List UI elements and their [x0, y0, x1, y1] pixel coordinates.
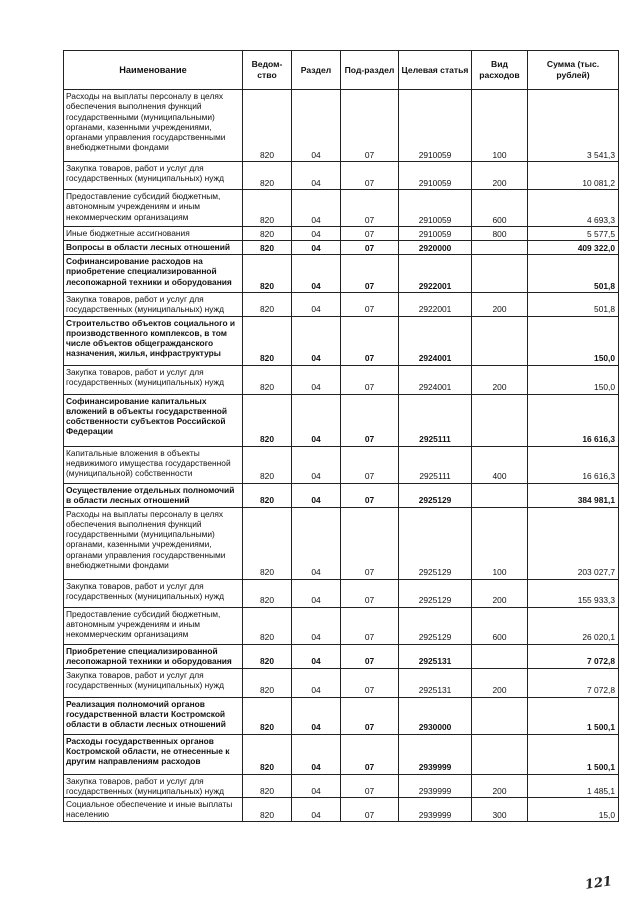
- cell-target: 2920000: [399, 241, 472, 255]
- cell-section: 04: [292, 607, 341, 644]
- cell-subsection: 07: [341, 190, 399, 227]
- header-section: Раздел: [292, 51, 341, 90]
- cell-name: Расходы на выплаты персоналу в целях обеспечения выполнения функций государственными (муниципальными) органами, казенными учреждениями, органами управления государственными внебюджетными фондами: [64, 507, 243, 579]
- cell-expense-type: 600: [472, 190, 528, 227]
- header-dept: Ведом-ство: [243, 51, 292, 90]
- cell-name: Закупка товаров, работ и услуг для государственных (муниципальных) нужд: [64, 162, 243, 190]
- cell-name: Предоставление субсидий бюджетным, автономным учреждениям и иным некоммерческим организациям: [64, 190, 243, 227]
- cell-subsection: 07: [341, 255, 399, 293]
- cell-section: 04: [292, 255, 341, 293]
- cell-expense-type: 200: [472, 668, 528, 697]
- cell-target: 2924001: [399, 316, 472, 365]
- cell-expense-type: 200: [472, 774, 528, 798]
- cell-expense-type: 100: [472, 90, 528, 162]
- table-row: [64, 365, 619, 394]
- cell-expense-type: 100: [472, 507, 528, 579]
- cell-name: Расходы на выплаты персоналу в целях обеспечения выполнения функций государственными (муниципальными) органами, казенными учреждениями, органами управления государственными внебюджетными фондами: [64, 90, 243, 162]
- cell-section: 04: [292, 697, 341, 734]
- cell-sum: 501,8: [528, 293, 619, 317]
- cell-section: 04: [292, 365, 341, 394]
- table-row: [64, 774, 619, 798]
- cell-section: 04: [292, 668, 341, 697]
- cell-name: Осуществление отдельных полномочий в области лесных отношений: [64, 483, 243, 507]
- cell-subsection: 07: [341, 394, 399, 446]
- cell-subsection: 07: [341, 668, 399, 697]
- cell-sum: 203 027,7: [528, 507, 619, 579]
- table-row: [64, 668, 619, 697]
- cell-section: 04: [292, 241, 341, 255]
- cell-section: 04: [292, 190, 341, 227]
- cell-subsection: 07: [341, 734, 399, 774]
- cell-target: 2922001: [399, 255, 472, 293]
- cell-dept: 820: [243, 774, 292, 798]
- cell-target: 2910059: [399, 227, 472, 241]
- budget-table: [63, 50, 619, 822]
- table-row: [64, 162, 619, 190]
- cell-target: 2930000: [399, 697, 472, 734]
- cell-sum: 384 981,1: [528, 483, 619, 507]
- cell-subsection: 07: [341, 446, 399, 483]
- table-row: [64, 697, 619, 734]
- table-row: [64, 394, 619, 446]
- table-row: [64, 607, 619, 644]
- cell-target: 2939999: [399, 798, 472, 822]
- cell-expense-type: 200: [472, 162, 528, 190]
- cell-expense-type: [472, 394, 528, 446]
- header-expense-type: Вид расходов: [472, 51, 528, 90]
- cell-dept: 820: [243, 579, 292, 607]
- cell-expense-type: 600: [472, 607, 528, 644]
- cell-name: Иные бюджетные ассигнования: [64, 227, 243, 241]
- table-body: [64, 90, 619, 822]
- cell-target: 2925131: [399, 668, 472, 697]
- table-row: [64, 241, 619, 255]
- table-row: [64, 293, 619, 317]
- cell-name: Софинансирование капитальных вложений в объекты государственной собственности субъектов Российской Федерации: [64, 394, 243, 446]
- table-row: [64, 255, 619, 293]
- cell-expense-type: 800: [472, 227, 528, 241]
- cell-subsection: 07: [341, 644, 399, 668]
- cell-expense-type: [472, 255, 528, 293]
- cell-subsection: 07: [341, 293, 399, 317]
- cell-expense-type: 200: [472, 579, 528, 607]
- cell-sum: 150,0: [528, 316, 619, 365]
- table-row: [64, 190, 619, 227]
- cell-dept: 820: [243, 255, 292, 293]
- cell-section: 04: [292, 483, 341, 507]
- cell-name: Приобретение специализированной лесопожарной техники и оборудования: [64, 644, 243, 668]
- cell-sum: 16 616,3: [528, 446, 619, 483]
- cell-sum: 1 500,1: [528, 697, 619, 734]
- cell-section: 04: [292, 774, 341, 798]
- cell-sum: 3 541,3: [528, 90, 619, 162]
- table-row: [64, 798, 619, 822]
- cell-section: 04: [292, 394, 341, 446]
- cell-dept: 820: [243, 293, 292, 317]
- cell-section: 04: [292, 316, 341, 365]
- cell-target: 2924001: [399, 365, 472, 394]
- cell-dept: 820: [243, 734, 292, 774]
- cell-target: 2910059: [399, 90, 472, 162]
- cell-dept: 820: [243, 607, 292, 644]
- cell-section: 04: [292, 446, 341, 483]
- cell-sum: 150,0: [528, 365, 619, 394]
- cell-expense-type: [472, 316, 528, 365]
- header-target: Целевая статья: [399, 51, 472, 90]
- cell-name: Закупка товаров, работ и услуг для государственных (муниципальных) нужд: [64, 579, 243, 607]
- table-header-row: [64, 51, 619, 90]
- cell-expense-type: [472, 734, 528, 774]
- cell-dept: 820: [243, 394, 292, 446]
- cell-expense-type: [472, 697, 528, 734]
- cell-expense-type: 400: [472, 446, 528, 483]
- cell-name: Социальное обеспечение и иные выплаты населению: [64, 798, 243, 822]
- table-row: [64, 644, 619, 668]
- cell-sum: 501,8: [528, 255, 619, 293]
- cell-target: 2925129: [399, 483, 472, 507]
- cell-subsection: 07: [341, 697, 399, 734]
- cell-expense-type: 200: [472, 365, 528, 394]
- cell-sum: 4 693,3: [528, 190, 619, 227]
- cell-target: 2922001: [399, 293, 472, 317]
- header-name: Наименование: [64, 51, 243, 90]
- cell-target: 2910059: [399, 162, 472, 190]
- cell-dept: 820: [243, 227, 292, 241]
- cell-sum: 5 577,5: [528, 227, 619, 241]
- cell-dept: 820: [243, 241, 292, 255]
- cell-sum: 15,0: [528, 798, 619, 822]
- cell-name: Софинансирование расходов на приобретение специализированной лесопожарной техники и оборудования: [64, 255, 243, 293]
- cell-section: 04: [292, 734, 341, 774]
- cell-name: Реализация полномочий органов государственной власти Костромской области в области лесных отношений: [64, 697, 243, 734]
- cell-dept: 820: [243, 644, 292, 668]
- cell-section: 04: [292, 227, 341, 241]
- table-row: [64, 579, 619, 607]
- cell-subsection: 07: [341, 774, 399, 798]
- cell-name: Закупка товаров, работ и услуг для государственных (муниципальных) нужд: [64, 293, 243, 317]
- cell-name: Закупка товаров, работ и услуг для государственных (муниципальных) нужд: [64, 668, 243, 697]
- cell-dept: 820: [243, 798, 292, 822]
- cell-name: Предоставление субсидий бюджетным, автономным учреждениям и иным некоммерческим организациям: [64, 607, 243, 644]
- cell-expense-type: [472, 241, 528, 255]
- cell-subsection: 07: [341, 90, 399, 162]
- cell-target: 2939999: [399, 734, 472, 774]
- table-row: [64, 507, 619, 579]
- cell-section: 04: [292, 293, 341, 317]
- cell-sum: 16 616,3: [528, 394, 619, 446]
- cell-expense-type: 200: [472, 293, 528, 317]
- cell-target: 2925129: [399, 579, 472, 607]
- cell-sum: 1 485,1: [528, 774, 619, 798]
- cell-name: Закупка товаров, работ и услуг для государственных (муниципальных) нужд: [64, 774, 243, 798]
- cell-dept: 820: [243, 446, 292, 483]
- cell-dept: 820: [243, 90, 292, 162]
- cell-sum: 409 322,0: [528, 241, 619, 255]
- cell-subsection: 07: [341, 316, 399, 365]
- cell-section: 04: [292, 644, 341, 668]
- cell-sum: 7 072,8: [528, 668, 619, 697]
- cell-sum: 155 933,3: [528, 579, 619, 607]
- cell-target: 2925111: [399, 394, 472, 446]
- cell-subsection: 07: [341, 227, 399, 241]
- cell-dept: 820: [243, 483, 292, 507]
- cell-section: 04: [292, 507, 341, 579]
- cell-target: 2910059: [399, 190, 472, 227]
- cell-dept: 820: [243, 190, 292, 227]
- table-row: [64, 734, 619, 774]
- table-row: [64, 483, 619, 507]
- cell-target: 2939999: [399, 774, 472, 798]
- cell-expense-type: [472, 644, 528, 668]
- cell-sum: 10 081,2: [528, 162, 619, 190]
- budget-table-container: [63, 50, 619, 822]
- cell-sum: 26 020,1: [528, 607, 619, 644]
- cell-sum: 7 072,8: [528, 644, 619, 668]
- cell-target: 2925129: [399, 607, 472, 644]
- cell-dept: 820: [243, 697, 292, 734]
- cell-section: 04: [292, 162, 341, 190]
- cell-section: 04: [292, 579, 341, 607]
- cell-dept: 820: [243, 316, 292, 365]
- cell-target: 2925131: [399, 644, 472, 668]
- cell-subsection: 07: [341, 365, 399, 394]
- cell-name: Вопросы в области лесных отношений: [64, 241, 243, 255]
- page-number: 121: [584, 874, 614, 893]
- cell-subsection: 07: [341, 798, 399, 822]
- cell-dept: 820: [243, 668, 292, 697]
- table-row: [64, 90, 619, 162]
- cell-name: Капитальные вложения в объекты недвижимого имущества государственной (муниципальной) собственности: [64, 446, 243, 483]
- header-subsection: Под-раздел: [341, 51, 399, 90]
- cell-subsection: 07: [341, 241, 399, 255]
- cell-expense-type: 300: [472, 798, 528, 822]
- table-row: [64, 316, 619, 365]
- cell-target: 2925129: [399, 507, 472, 579]
- cell-name: Расходы государственных органов Костромской области, не отнесенные к другим направлениям расходов: [64, 734, 243, 774]
- cell-dept: 820: [243, 365, 292, 394]
- table-row: [64, 446, 619, 483]
- cell-dept: 820: [243, 162, 292, 190]
- cell-sum: 1 500,1: [528, 734, 619, 774]
- cell-subsection: 07: [341, 507, 399, 579]
- cell-expense-type: [472, 483, 528, 507]
- cell-target: 2925111: [399, 446, 472, 483]
- cell-subsection: 07: [341, 579, 399, 607]
- cell-subsection: 07: [341, 483, 399, 507]
- cell-subsection: 07: [341, 162, 399, 190]
- cell-subsection: 07: [341, 607, 399, 644]
- table-row: [64, 227, 619, 241]
- cell-section: 04: [292, 798, 341, 822]
- header-sum: Сумма (тыс. рублей): [528, 51, 619, 90]
- cell-section: 04: [292, 90, 341, 162]
- cell-name: Строительство объектов социального и производственного комплексов, в том числе объектов общегражданского назначения, жилья, инфраструктуры: [64, 316, 243, 365]
- cell-dept: 820: [243, 507, 292, 579]
- cell-name: Закупка товаров, работ и услуг для государственных (муниципальных) нужд: [64, 365, 243, 394]
